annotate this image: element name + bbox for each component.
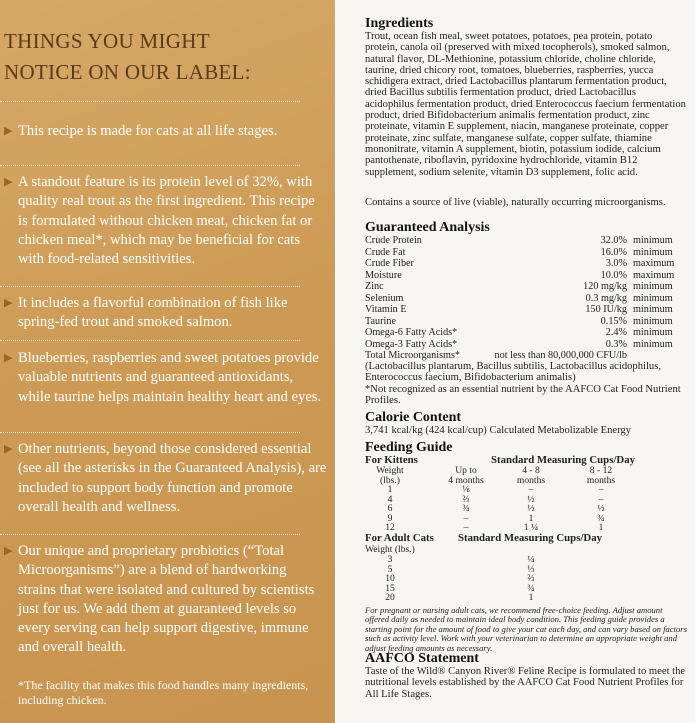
nutrient-name: Total Microorganisms* (365, 350, 461, 361)
aafco-statement-text: Taste of the Wild® Canyon River® Feline Recipe is formulated to meet the nutritional levels established by the AAFCO Cat Food Nutrient Profiles for All Life Stages. (365, 666, 686, 700)
kitten-cups-cell: ¾ (462, 503, 470, 515)
bullet-text: This recipe is made for cats at all life stages. (18, 123, 278, 139)
adult-weight-cell: 20 (385, 592, 395, 604)
nutrient-unit: minimum (633, 315, 673, 327)
kitten-weight-cell: 1 (387, 484, 393, 495)
nutrient-name: Crude Fat (365, 246, 406, 258)
divider (0, 432, 300, 433)
guaranteed-analysis-row (365, 258, 687, 269)
kitten-column-header: 4 - 8 months (516, 465, 546, 486)
nutrient-value: 2.4% (605, 327, 627, 338)
nutrient-value: 32.0% (600, 235, 627, 246)
nutrient-name: Zinc (365, 281, 384, 292)
bullet-text: It includes a flavorful combination of fish like spring-fed trout and smoked salmon. (18, 295, 288, 331)
live-microorganisms-text: Contains a source of live (viable), naturally occurring microorganisms. (365, 197, 666, 208)
nutrient-name: Vitamin E (365, 304, 407, 315)
ingredients-title: Ingredients (365, 16, 434, 31)
bullet-text: Other nutrients, beyond those considered essential (see all the asterisks in the Guaranteed Analysis), are included to support body function and promote overall health and wellness. (18, 441, 327, 515)
kitten-cups-cell: – (463, 512, 469, 524)
adult-cups-cell: ⅔ (527, 573, 535, 585)
kitten-column-header: Up to 4 months (448, 465, 484, 486)
guaranteed-analysis-row (365, 339, 687, 350)
nutrient-unit: minimum (633, 338, 673, 350)
adult-cats-label: For Adult Cats (365, 532, 434, 544)
adult-cups-cell: ¼ (527, 554, 535, 565)
label-heading: THINGS YOU MIGHT NOTICE ON OUR LABEL: (4, 29, 251, 84)
nutrient-name: Selenium (365, 292, 404, 304)
kitten-cups-cell: 1 ¼ (523, 522, 539, 534)
arrow-icon: ▶ (4, 443, 13, 455)
kittens-label: For Kittens (365, 454, 418, 466)
arrow-icon: ▶ (4, 297, 13, 309)
kitten-weight-cell: 4 (387, 493, 393, 505)
kitten-weight-cell: 9 (387, 512, 393, 524)
kitten-cups-cell: ¾ (597, 512, 605, 524)
nutrient-name: Moisture (365, 269, 402, 281)
adult-weight-cell: 5 (387, 563, 393, 575)
nutrient-value: 3.0% (605, 258, 627, 269)
arrow-icon: ▶ (4, 545, 13, 557)
kitten-cups-cell: – (528, 484, 534, 495)
nutrient-value: not less than 80,000,000 CFU/lb (494, 350, 627, 361)
divider (0, 101, 300, 102)
bullet-text: A standout feature is its protein level of 32%, with quality real trout as the first ingredient. This recipe is formulated without chicken meat, chicken fat or chicken meal*, which may be beneficial for cats with food-related sensitivities. (18, 174, 315, 268)
kitten-cups-cell: ⅛ (462, 484, 470, 495)
nutrient-value: 150 IU/kg (585, 304, 627, 315)
nutrient-value: 16.0% (600, 246, 627, 258)
kitten-weight-cell: 6 (387, 503, 393, 515)
divider (0, 340, 300, 341)
ingredients-text: Trout, ocean fish meal, sweet potatoes, potatoes, pea protein, potato protein, canola oil (preserved with mixed tocopherols), smoked salmon, natural flavor, DL-Methionine, potassium chloride, choline chloride, taurine, dried chicory root, tomatoes, blueberries, raspberries, yucca schidigera extract, dried Lactobacillus plantarum fermentation product, dried Bacillus subtilis fermentation product, dried Lactobacillus acidophilus fermentation product, dried Enterococcus faecium fermentation product, dried Bifidobacterium animalis fermentation product, zinc proteinate, vitamin E supplement, niacin, manganese proteinate, copper proteinate, zinc sulfate, manganese sulfate, copper sulfate, thiamine mononitrate, vitamin A supplement, biotin, potassium iodide, calcium pantothenate, riboflavin, pyridoxine hydrochloride, vitamin B12 supplement, sodium selenite, vitamin D3 supplement, folic acid. (365, 31, 686, 178)
nutrient-unit: minimum (633, 246, 673, 258)
allergen-footnote: *The facility that makes this food handles many ingredients, including chicken. (18, 678, 309, 707)
kitten-cups-cell: ⅔ (462, 493, 470, 505)
guaranteed-analysis-row (365, 293, 687, 304)
kittens-measure-label: Standard Measuring Cups/Day (491, 454, 635, 466)
arrow-icon: ▶ (4, 125, 13, 137)
nutrient-value: 0.15% (600, 315, 627, 327)
nutrient-name: Crude Protein (365, 235, 422, 246)
calorie-content-text: 3,741 kcal/kg (424 kcal/cup) Calculated Metabolizable Energy (365, 425, 632, 436)
adult-weight-cell: 15 (385, 582, 395, 594)
guaranteed-analysis-note: (Lactobacillus plantarum, Bacillus subtilis, Lactobacillus acidophilus, Enterococcus faecium, Bifidobacterium animalis) *Not recognized as an essential nutrient by the AAFCO Cat Food Nutrient Profiles. (365, 361, 681, 406)
kitten-cups-cell: ½ (527, 493, 535, 505)
left-panel (0, 0, 335, 723)
guaranteed-analysis-row (365, 235, 687, 246)
kitten-cups-cell: ½ (597, 503, 605, 515)
kitten-cups-cell: 1 (528, 512, 534, 524)
nutrient-unit: maximum (633, 269, 675, 281)
nutrient-unit: minimum (633, 304, 673, 315)
adult-cups-cell: ¾ (527, 582, 535, 594)
kitten-cups-cell: ½ (527, 503, 535, 515)
weight-column-header: Weight (lbs.) (376, 465, 404, 486)
nutrient-name: Omega-3 Fatty Acids* (365, 338, 458, 350)
kitten-weight-cell: 12 (385, 522, 395, 534)
kitten-column-header: 8 - 12 months (586, 465, 616, 486)
aafco-statement-title: AAFCO Statement (365, 651, 479, 666)
nutrient-name: Taurine (365, 315, 396, 327)
adult-weight-cell: 10 (385, 573, 395, 585)
kitten-cups-cell: – (598, 484, 604, 495)
nutrient-value: 0.3% (605, 338, 627, 350)
guaranteed-analysis-row (365, 281, 687, 292)
adult-weight-column-header: Weight (lbs.) (365, 544, 415, 555)
bullet-text: Blueberries, raspberries and sweet potatoes provide valuable nutrients and guaranteed antioxidants, while taurine helps maintain healthy heart and eyes. (18, 350, 322, 405)
divider (0, 534, 300, 535)
divider (0, 286, 300, 287)
bullet-text: Our unique and proprietary probiotics (“Total Microorganisms”) are a blend of hardworking strains that were isolated and cultured by scientists just for us. We add them at guaranteed levels so every serving can help support digestive, immune and overall health. (18, 543, 315, 656)
nutrient-unit: minimum (633, 327, 673, 338)
adult-cups-cell: 1 (528, 592, 534, 604)
kitten-cups-cell: – (463, 522, 469, 534)
adult-weight-cell: 3 (387, 554, 393, 565)
nutrient-value: 0.3 mg/kg (585, 292, 627, 304)
guaranteed-analysis-row (365, 316, 687, 327)
kitten-cups-cell: 1 (598, 522, 604, 534)
divider (0, 165, 300, 166)
guaranteed-analysis-row (365, 247, 687, 258)
guaranteed-analysis-row (365, 270, 687, 281)
nutrition-panel (336, 0, 695, 723)
nutrient-name: Crude Fiber (365, 258, 414, 269)
arrow-icon: ▶ (4, 176, 13, 188)
feeding-guide-note: For pregnant or nursing adult cats, we recommend free-choice feeding. Adjust amount offered daily as needed to maintain ideal body condition. This feeding guide provides a starting point for the amount of food to give your cat each day, and can vary based on factors such as activity level. Work with your veterinarian to determine an appropriate weight and adjust feeding amounts as necessary. (365, 605, 687, 653)
nutrient-value: 10.0% (600, 269, 627, 281)
guaranteed-analysis-row (365, 304, 687, 315)
nutrient-name: Omega-6 Fatty Acids* (365, 327, 458, 338)
calorie-content-title: Calorie Content (365, 410, 462, 425)
guaranteed-analysis-title: Guaranteed Analysis (365, 220, 490, 235)
kitten-cups-cell: – (598, 493, 604, 505)
feeding-guide-title: Feeding Guide (365, 440, 453, 455)
nutrient-value: 120 mg/kg (583, 281, 627, 292)
nutrient-unit: minimum (633, 281, 673, 292)
nutrient-unit: minimum (633, 235, 673, 246)
guaranteed-analysis-row (365, 350, 687, 361)
adult-measure-label: Standard Measuring Cups/Day (458, 532, 602, 544)
guaranteed-analysis-row (365, 327, 687, 338)
nutrient-unit: maximum (633, 258, 675, 269)
arrow-icon: ▶ (4, 352, 13, 364)
nutrient-unit: minimum (633, 292, 673, 304)
adult-cups-cell: ⅓ (527, 563, 535, 575)
